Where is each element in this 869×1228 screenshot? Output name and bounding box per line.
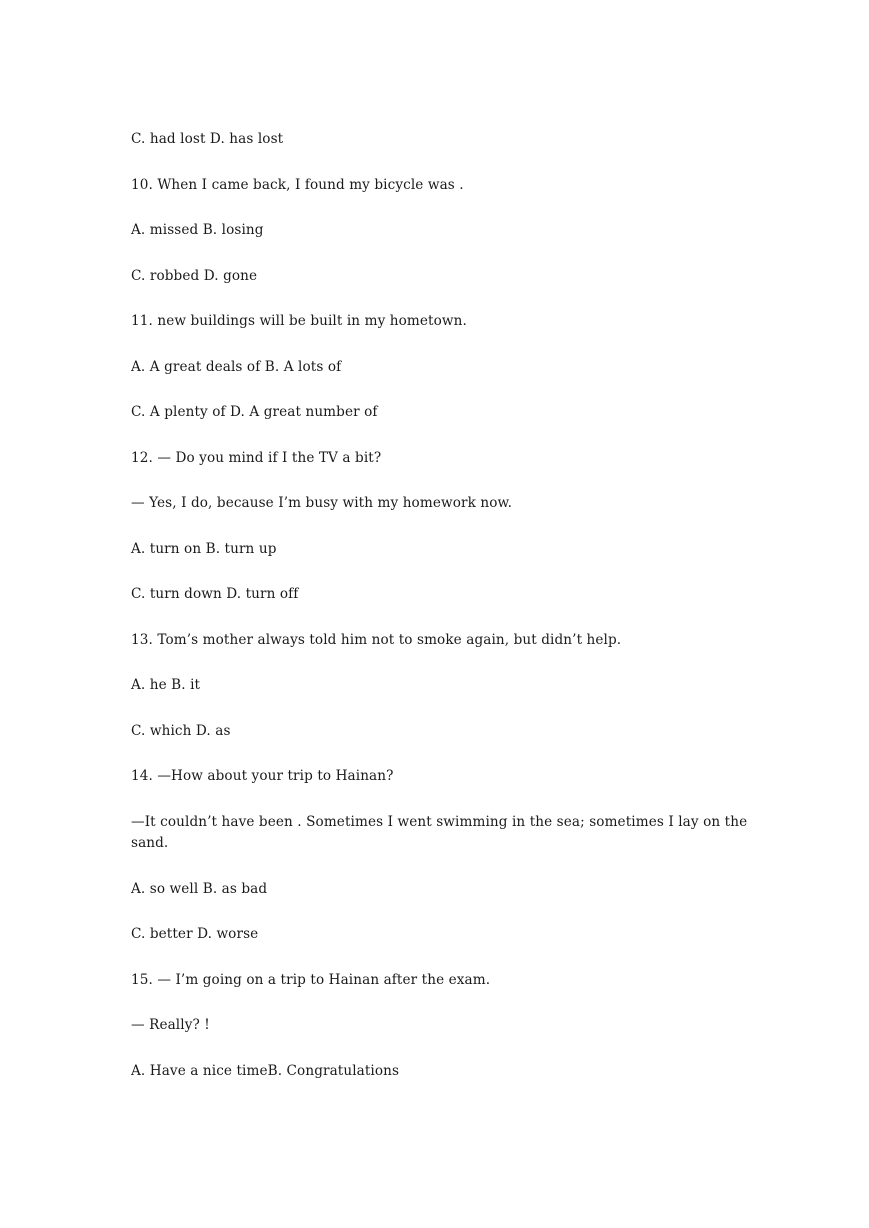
question-15: 15. — I’m going on a trip to Hainan after the exam. xyxy=(131,971,491,988)
question-12: 12. — Do you mind if I the TV a bit? xyxy=(131,449,382,466)
option-line-12ab: A. turn on B. turn up xyxy=(131,540,277,557)
option-line-13cd: C. which D. as xyxy=(131,722,231,739)
question-13: 13. Tom’s mother always told him not to smoke again, but didn’t help. xyxy=(131,631,622,648)
option-line-10cd: C. robbed D. gone xyxy=(131,267,258,284)
question-14: 14. —How about your trip to Hainan? xyxy=(131,768,394,784)
option-line-15ab: A. Have a nice timeB. Congratulations xyxy=(131,1062,400,1079)
question-15-reply: — Really? ! xyxy=(131,1017,210,1033)
option-line-13ab: A. he B. it xyxy=(131,677,201,693)
question-12-reply: — Yes, I do, because I’m busy with my homework now. xyxy=(131,495,513,511)
option-line-10ab: A. missed B. losing xyxy=(131,222,264,238)
question-11: 11. new buildings will be built in my hometown. xyxy=(131,313,467,329)
question-10: 10. When I came back, I found my bicycle was . xyxy=(131,176,464,193)
question-14-reply: —It couldn’t have been . Sometimes I went swimming in the sea; sometimes I lay on the sand. xyxy=(131,813,752,851)
option-line-11ab: A. A great deals of B. A lots of xyxy=(131,358,342,375)
option-line-12cd: C. turn down D. turn off xyxy=(131,586,299,602)
option-line-14ab: A. so well B. as bad xyxy=(131,880,268,897)
option-line-14cd: C. better D. worse xyxy=(131,926,259,942)
option-line-11cd: C. A plenty of D. A great number of xyxy=(131,404,378,420)
option-line-9cd: C. had lost D. has lost xyxy=(131,131,284,147)
document-page xyxy=(131,129,751,1106)
